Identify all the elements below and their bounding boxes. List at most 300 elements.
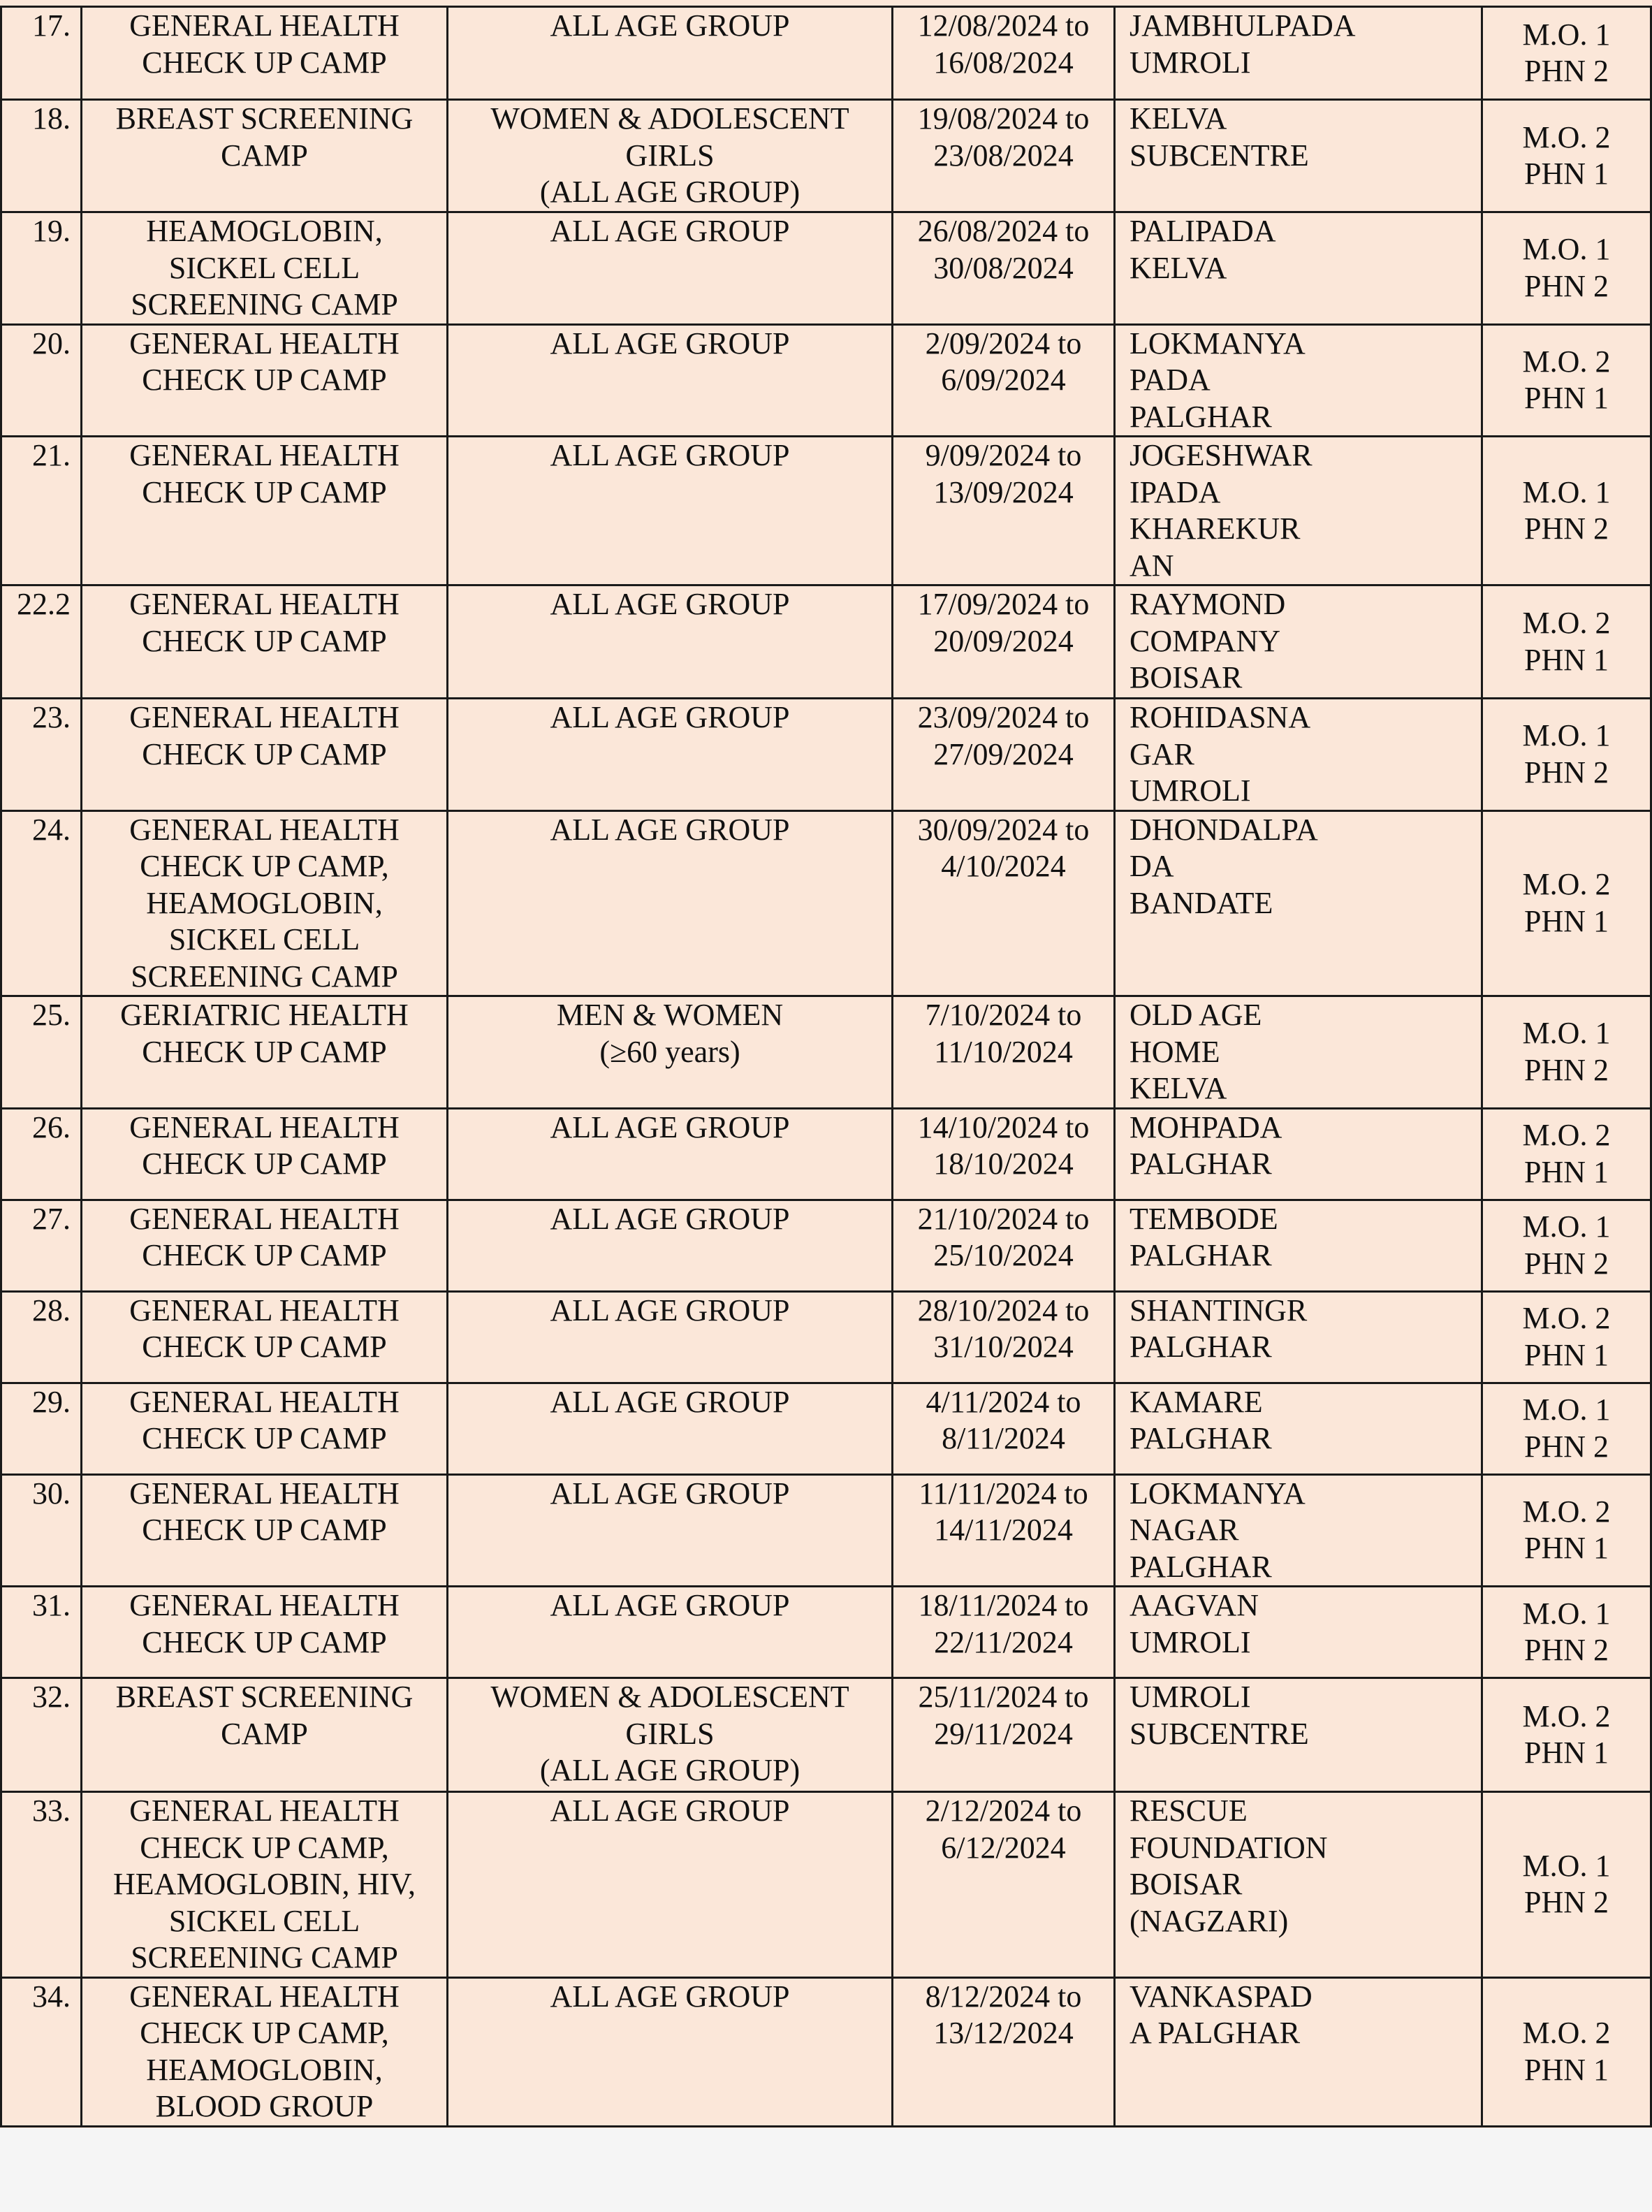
staff-cell xyxy=(1482,810,1651,996)
date-range-line: 4/10/2024 xyxy=(941,849,1066,883)
location-line: JOGESHWAR xyxy=(1130,438,1313,472)
location-cell xyxy=(1115,324,1482,437)
serial-number-cell: 29. xyxy=(1,1383,82,1474)
target-group-cell xyxy=(448,1678,893,1792)
camp-name-cell xyxy=(82,1792,448,1978)
camp-name-line: GENERAL HEALTH xyxy=(129,812,400,847)
table-row xyxy=(1,1200,1651,1291)
date-range-line: 9/09/2024 to xyxy=(925,438,1082,472)
location-line: PALGHAR xyxy=(1130,1549,1272,1584)
staff-cell xyxy=(1482,1200,1651,1291)
location-cell xyxy=(1115,100,1482,212)
staff-line: M.O. 2 xyxy=(1522,1698,1611,1733)
date-range-line: 19/08/2024 to xyxy=(917,101,1090,136)
serial-number-cell: 31. xyxy=(1,1587,82,1678)
staff-cell xyxy=(1482,324,1651,437)
staff-cell xyxy=(1482,7,1651,100)
location-line: UMROLI xyxy=(1130,1680,1251,1714)
staff-line: PHN 1 xyxy=(1523,157,1609,191)
date-range-cell xyxy=(893,1108,1115,1200)
camp-name-cell xyxy=(82,1383,448,1474)
target-group-line: ALL AGE GROUP xyxy=(550,1293,790,1327)
camp-name-line: CHECK UP CAMP xyxy=(142,474,387,509)
staff-line: PHN 1 xyxy=(1523,2052,1609,2087)
location-line: PALGHAR xyxy=(1130,1147,1272,1181)
staff-line: PHN 2 xyxy=(1523,1885,1609,1920)
staff-line: PHN 2 xyxy=(1523,511,1609,546)
location-line: UMROLI xyxy=(1130,773,1251,808)
serial-number-cell: 33. xyxy=(1,1792,82,1978)
location-line: (NAGZARI) xyxy=(1130,1903,1289,1938)
date-range-line: 22/11/2024 xyxy=(934,1624,1073,1659)
table-row xyxy=(1,324,1651,437)
date-range-line: 16/08/2024 xyxy=(933,45,1074,80)
staff-line: M.O. 2 xyxy=(1522,2016,1611,2050)
staff-line: M.O. 1 xyxy=(1522,718,1611,753)
date-range-line: 26/08/2024 to xyxy=(917,214,1090,248)
staff-line: M.O. 1 xyxy=(1522,1392,1611,1427)
location-line: UMROLI xyxy=(1130,1624,1251,1659)
camp-name-line: SCREENING CAMP xyxy=(131,1940,398,1974)
location-line: BANDATE xyxy=(1130,885,1273,920)
camp-name-line: CHECK UP CAMP xyxy=(142,1147,387,1181)
date-range-cell xyxy=(893,1977,1115,2126)
location-line: IPADA xyxy=(1130,474,1221,509)
camp-schedule-table xyxy=(0,6,1652,2127)
date-range-line: 11/10/2024 xyxy=(934,1034,1073,1069)
location-line: DA xyxy=(1130,849,1174,883)
date-range-cell xyxy=(893,699,1115,811)
staff-cell xyxy=(1482,100,1651,212)
date-range-line: 23/08/2024 xyxy=(933,138,1074,173)
date-range-cell xyxy=(893,1792,1115,1978)
staff-cell xyxy=(1482,699,1651,811)
camp-name-line: SICKEL CELL xyxy=(168,922,360,956)
target-group-cell xyxy=(448,1200,893,1291)
location-line: LOKMANYA xyxy=(1130,1476,1306,1511)
target-group-line: ALL AGE GROUP xyxy=(550,587,790,621)
camp-name-line: CAMP xyxy=(221,138,308,173)
date-range-cell xyxy=(893,1383,1115,1474)
table-row xyxy=(1,7,1651,100)
target-group-line: GIRLS xyxy=(625,138,715,173)
date-range-cell xyxy=(893,1200,1115,1291)
serial-number-cell: 21. xyxy=(1,437,82,585)
date-range-cell xyxy=(893,1587,1115,1678)
staff-line: PHN 1 xyxy=(1523,642,1609,677)
table-row xyxy=(1,1383,1651,1474)
target-group-line: ALL AGE GROUP xyxy=(550,700,790,734)
staff-cell xyxy=(1482,585,1651,699)
target-group-cell xyxy=(448,1792,893,1978)
staff-line: M.O. 1 xyxy=(1522,474,1611,509)
date-range-cell xyxy=(893,1291,1115,1383)
camp-name-line: CHECK UP CAMP xyxy=(142,623,387,658)
date-range-cell xyxy=(893,996,1115,1109)
serial-number-cell: 30. xyxy=(1,1474,82,1587)
serial-number-cell: 28. xyxy=(1,1291,82,1383)
date-range-cell xyxy=(893,7,1115,100)
staff-line: M.O. 1 xyxy=(1522,17,1611,52)
camp-name-line: CHECK UP CAMP xyxy=(142,363,387,397)
staff-line: M.O. 2 xyxy=(1522,119,1611,154)
date-range-line: 4/11/2024 to xyxy=(926,1384,1081,1419)
date-range-line: 8/12/2024 to xyxy=(925,1979,1082,2014)
date-range-line: 30/09/2024 to xyxy=(917,812,1090,847)
serial-number-cell: 23. xyxy=(1,699,82,811)
date-range-line: 31/10/2024 xyxy=(933,1330,1074,1364)
date-range-cell xyxy=(893,212,1115,325)
location-cell xyxy=(1115,7,1482,100)
camp-name-line: GENERAL HEALTH xyxy=(129,1201,400,1236)
date-range-line: 29/11/2024 xyxy=(934,1716,1073,1751)
date-range-line: 25/11/2024 to xyxy=(918,1680,1089,1714)
location-line: LOKMANYA xyxy=(1130,326,1306,361)
target-group-line: ALL AGE GROUP xyxy=(550,438,790,472)
serial-number-cell: 34. xyxy=(1,1977,82,2126)
table-row xyxy=(1,437,1651,585)
date-range-line: 8/11/2024 xyxy=(942,1421,1065,1455)
staff-cell xyxy=(1482,437,1651,585)
serial-number-cell: 22.2 xyxy=(1,585,82,699)
date-range-cell xyxy=(893,100,1115,212)
date-range-cell xyxy=(893,810,1115,996)
staff-line: M.O. 1 xyxy=(1522,1209,1611,1244)
staff-cell xyxy=(1482,996,1651,1109)
serial-number-cell: 20. xyxy=(1,324,82,437)
camp-name-line: SCREENING CAMP xyxy=(131,959,398,994)
camp-name-line: CHECK UP CAMP, xyxy=(140,2016,389,2050)
location-line: SHANTINGR xyxy=(1130,1293,1308,1327)
date-range-line: 7/10/2024 to xyxy=(925,998,1082,1032)
target-group-line: ALL AGE GROUP xyxy=(550,812,790,847)
location-cell xyxy=(1115,810,1482,996)
camp-name-line: BLOOD GROUP xyxy=(155,2089,374,2123)
target-group-cell xyxy=(448,1587,893,1678)
camp-name-line: GENERAL HEALTH xyxy=(129,1109,400,1144)
target-group-cell xyxy=(448,1108,893,1200)
staff-line: PHN 2 xyxy=(1523,1633,1609,1667)
target-group-line: ALL AGE GROUP xyxy=(550,326,790,361)
location-cell xyxy=(1115,1587,1482,1678)
camp-name-cell xyxy=(82,100,448,212)
target-group-line: (ALL AGE GROUP) xyxy=(539,1753,801,1787)
staff-cell xyxy=(1482,1792,1651,1978)
table-row xyxy=(1,996,1651,1109)
location-cell xyxy=(1115,1291,1482,1383)
camp-name-line: CHECK UP CAMP xyxy=(142,1624,387,1659)
camp-name-line: HEAMOGLOBIN, HIV, xyxy=(112,1867,416,1901)
camp-name-line: CHECK UP CAMP, xyxy=(140,1830,389,1865)
date-range-line: 14/11/2024 xyxy=(934,1513,1073,1547)
serial-number-cell: 19. xyxy=(1,212,82,325)
table-row xyxy=(1,1291,1651,1383)
location-line: ROHIDASNA xyxy=(1130,700,1311,734)
location-line: AN xyxy=(1130,548,1174,583)
date-range-line: 13/12/2024 xyxy=(933,2016,1074,2050)
camp-name-cell xyxy=(82,7,448,100)
table-row xyxy=(1,1792,1651,1978)
camp-name-cell xyxy=(82,324,448,437)
location-line: KAMARE xyxy=(1130,1384,1263,1419)
location-line: PALGHAR xyxy=(1130,1330,1272,1364)
date-range-line: 20/09/2024 xyxy=(933,623,1074,658)
date-range-line: 6/12/2024 xyxy=(941,1830,1066,1865)
location-line: UMROLI xyxy=(1130,45,1251,80)
camp-name-line: CHECK UP CAMP, xyxy=(140,849,389,883)
location-cell xyxy=(1115,585,1482,699)
date-range-line: 2/09/2024 to xyxy=(925,326,1082,361)
location-line: PALGHAR xyxy=(1130,1238,1272,1272)
target-group-line: ALL AGE GROUP xyxy=(550,8,790,43)
staff-cell xyxy=(1482,1678,1651,1792)
location-cell xyxy=(1115,1200,1482,1291)
target-group-cell xyxy=(448,100,893,212)
date-range-cell xyxy=(893,1474,1115,1587)
location-line: DHONDALPA xyxy=(1130,812,1318,847)
location-cell xyxy=(1115,1383,1482,1474)
location-line: PALGHAR xyxy=(1130,1421,1272,1455)
staff-cell xyxy=(1482,1108,1651,1200)
table-row xyxy=(1,1977,1651,2126)
camp-name-cell xyxy=(82,1291,448,1383)
camp-name-cell xyxy=(82,212,448,325)
staff-line: M.O. 2 xyxy=(1522,344,1611,379)
target-group-line: ALL AGE GROUP xyxy=(550,1979,790,2014)
staff-line: M.O. 2 xyxy=(1522,1494,1611,1529)
staff-line: M.O. 2 xyxy=(1522,1301,1611,1335)
target-group-line: ALL AGE GROUP xyxy=(550,1588,790,1622)
camp-name-line: GENERAL HEALTH xyxy=(129,1793,400,1828)
camp-name-line: GENERAL HEALTH xyxy=(129,438,400,472)
location-line: PADA xyxy=(1130,363,1211,397)
camp-name-line: CHECK UP CAMP xyxy=(142,1238,387,1272)
table-row xyxy=(1,212,1651,325)
target-group-line: ALL AGE GROUP xyxy=(550,1109,790,1144)
camp-name-line: CHECK UP CAMP xyxy=(142,1421,387,1455)
staff-cell xyxy=(1482,1291,1651,1383)
staff-line: PHN 1 xyxy=(1523,1736,1609,1770)
target-group-line: MEN & WOMEN xyxy=(556,998,784,1032)
target-group-cell xyxy=(448,7,893,100)
staff-cell xyxy=(1482,1977,1651,2126)
location-line: OLD AGE xyxy=(1130,998,1262,1032)
camp-name-line: GENERAL HEALTH xyxy=(129,1293,400,1327)
target-group-line: ALL AGE GROUP xyxy=(550,214,790,248)
staff-cell xyxy=(1482,1587,1651,1678)
camp-name-cell xyxy=(82,810,448,996)
date-range-line: 18/10/2024 xyxy=(933,1147,1074,1181)
location-line: RESCUE xyxy=(1130,1793,1248,1828)
date-range-line: 30/08/2024 xyxy=(933,250,1074,285)
staff-line: PHN 2 xyxy=(1523,1052,1609,1087)
camp-name-line: CHECK UP CAMP xyxy=(142,1513,387,1547)
target-group-cell xyxy=(448,212,893,325)
date-range-line: 12/08/2024 to xyxy=(917,8,1090,43)
camp-name-line: SCREENING CAMP xyxy=(131,287,398,321)
date-range-line: 17/09/2024 to xyxy=(917,587,1090,621)
target-group-cell xyxy=(448,1474,893,1587)
location-line: KELVA xyxy=(1130,101,1227,136)
staff-line: M.O. 1 xyxy=(1522,232,1611,267)
serial-number-cell: 17. xyxy=(1,7,82,100)
target-group-cell xyxy=(448,1291,893,1383)
camp-name-line: GENERAL HEALTH xyxy=(129,1588,400,1622)
camp-name-line: GENERAL HEALTH xyxy=(129,587,400,621)
camp-name-line: CHECK UP CAMP xyxy=(142,1330,387,1364)
staff-line: M.O. 2 xyxy=(1522,606,1611,640)
target-group-cell xyxy=(448,699,893,811)
target-group-line: ALL AGE GROUP xyxy=(550,1476,790,1511)
location-line: SUBCENTRE xyxy=(1130,1716,1309,1751)
date-range-line: 27/09/2024 xyxy=(933,736,1074,771)
camp-name-cell xyxy=(82,1474,448,1587)
target-group-cell xyxy=(448,585,893,699)
date-range-line: 6/09/2024 xyxy=(941,363,1066,397)
date-range-line: 13/09/2024 xyxy=(933,474,1074,509)
staff-line: PHN 2 xyxy=(1523,1429,1609,1464)
camp-name-cell xyxy=(82,437,448,585)
camp-name-line: CHECK UP CAMP xyxy=(142,45,387,80)
camp-name-cell xyxy=(82,1108,448,1200)
staff-cell xyxy=(1482,212,1651,325)
location-line: KHAREKUR xyxy=(1130,511,1301,546)
target-group-cell xyxy=(448,1977,893,2126)
location-line: GAR xyxy=(1130,736,1194,771)
camp-name-cell xyxy=(82,1587,448,1678)
location-line: VANKASPAD xyxy=(1130,1979,1313,2014)
location-line: TEMBODE xyxy=(1130,1201,1278,1236)
staff-line: M.O. 1 xyxy=(1522,1848,1611,1883)
date-range-line: 25/10/2024 xyxy=(933,1238,1074,1272)
camp-name-line: CHECK UP CAMP xyxy=(142,736,387,771)
camp-name-line: HEAMOGLOBIN, xyxy=(146,885,383,920)
location-cell xyxy=(1115,1108,1482,1200)
camp-name-cell xyxy=(82,1678,448,1792)
camp-name-line: BREAST SCREENING xyxy=(115,1680,414,1714)
date-range-cell xyxy=(893,324,1115,437)
staff-line: PHN 2 xyxy=(1523,1246,1609,1281)
camp-name-line: GENERAL HEALTH xyxy=(129,1384,400,1419)
target-group-cell xyxy=(448,324,893,437)
camp-name-line: HEAMOGLOBIN, xyxy=(146,2052,383,2087)
staff-line: PHN 1 xyxy=(1523,1531,1609,1566)
staff-cell xyxy=(1482,1474,1651,1587)
table-row xyxy=(1,585,1651,699)
target-group-cell xyxy=(448,437,893,585)
date-range-cell xyxy=(893,1678,1115,1792)
camp-name-line: GENERAL HEALTH xyxy=(129,8,400,43)
target-group-line: GIRLS xyxy=(625,1716,715,1751)
location-cell xyxy=(1115,437,1482,585)
target-group-line: WOMEN & ADOLESCENT xyxy=(490,101,849,136)
target-group-line: WOMEN & ADOLESCENT xyxy=(490,1680,849,1714)
location-line: SUBCENTRE xyxy=(1130,138,1309,173)
location-line: RAYMOND xyxy=(1130,587,1286,621)
serial-number-cell: 27. xyxy=(1,1200,82,1291)
target-group-cell xyxy=(448,996,893,1109)
serial-number-cell: 24. xyxy=(1,810,82,996)
camp-name-cell xyxy=(82,996,448,1109)
location-line: MOHPADA xyxy=(1130,1109,1282,1144)
camp-name-line: GENERAL HEALTH xyxy=(129,1979,400,2014)
location-line: PALIPADA xyxy=(1130,214,1276,248)
date-range-line: 14/10/2024 to xyxy=(917,1109,1090,1144)
staff-line: M.O. 2 xyxy=(1522,867,1611,902)
staff-line: M.O. 1 xyxy=(1522,1016,1611,1051)
location-cell xyxy=(1115,1678,1482,1792)
location-line: KELVA xyxy=(1130,1071,1227,1105)
target-group-cell xyxy=(448,810,893,996)
staff-line: M.O. 2 xyxy=(1522,1118,1611,1152)
staff-line: PHN 1 xyxy=(1523,903,1609,938)
date-range-line: 21/10/2024 to xyxy=(917,1201,1090,1236)
staff-line: M.O. 1 xyxy=(1522,1596,1611,1631)
location-line: COMPANY xyxy=(1130,623,1281,658)
camp-name-line: SICKEL CELL xyxy=(168,1903,360,1938)
location-line: FOUNDATION xyxy=(1130,1830,1328,1865)
table-row xyxy=(1,1108,1651,1200)
camp-name-line: GENERAL HEALTH xyxy=(129,1476,400,1511)
table-row xyxy=(1,1678,1651,1792)
table-row xyxy=(1,100,1651,212)
location-cell xyxy=(1115,1977,1482,2126)
target-group-line: (ALL AGE GROUP) xyxy=(539,175,801,209)
date-range-line: 18/11/2024 to xyxy=(918,1588,1089,1622)
location-line: HOME xyxy=(1130,1034,1220,1069)
location-line: A PALGHAR xyxy=(1130,2016,1301,2050)
date-range-cell xyxy=(893,585,1115,699)
table-body xyxy=(1,7,1651,2127)
staff-line: PHN 1 xyxy=(1523,381,1609,416)
camp-name-line: SICKEL CELL xyxy=(168,250,360,285)
camp-name-line: HEAMOGLOBIN, xyxy=(146,214,383,248)
target-group-cell xyxy=(448,1383,893,1474)
staff-line: PHN 2 xyxy=(1523,54,1609,88)
camp-name-line: CHECK UP CAMP xyxy=(142,1034,387,1069)
camp-name-line: GENERAL HEALTH xyxy=(129,700,400,734)
location-line: AAGVAN xyxy=(1130,1588,1259,1622)
table-row xyxy=(1,699,1651,811)
camp-name-line: GENERAL HEALTH xyxy=(129,326,400,361)
camp-name-cell xyxy=(82,699,448,811)
location-cell xyxy=(1115,1792,1482,1978)
staff-line: PHN 2 xyxy=(1523,268,1609,303)
staff-line: PHN 2 xyxy=(1523,755,1609,790)
camp-name-cell xyxy=(82,585,448,699)
location-line: KELVA xyxy=(1130,250,1227,285)
location-line: NAGAR xyxy=(1130,1513,1239,1547)
table-row xyxy=(1,1587,1651,1678)
camp-name-line: CAMP xyxy=(221,1716,308,1751)
date-range-cell xyxy=(893,437,1115,585)
table-row xyxy=(1,1474,1651,1587)
camp-name-cell xyxy=(82,1200,448,1291)
date-range-line: 28/10/2024 to xyxy=(917,1293,1090,1327)
location-cell xyxy=(1115,699,1482,811)
date-range-line: 2/12/2024 to xyxy=(925,1793,1082,1828)
target-group-line: ALL AGE GROUP xyxy=(550,1201,790,1236)
staff-cell xyxy=(1482,1383,1651,1474)
location-line: BOISAR xyxy=(1130,660,1243,694)
target-group-line: ALL AGE GROUP xyxy=(550,1384,790,1419)
date-range-line: 11/11/2024 to xyxy=(919,1476,1088,1511)
target-group-line: ALL AGE GROUP xyxy=(550,1793,790,1828)
location-line: PALGHAR xyxy=(1130,399,1272,434)
camp-name-line: BREAST SCREENING xyxy=(115,101,414,136)
location-line: BOISAR xyxy=(1130,1867,1243,1901)
camp-name-line: GERIATRIC HEALTH xyxy=(120,998,409,1032)
